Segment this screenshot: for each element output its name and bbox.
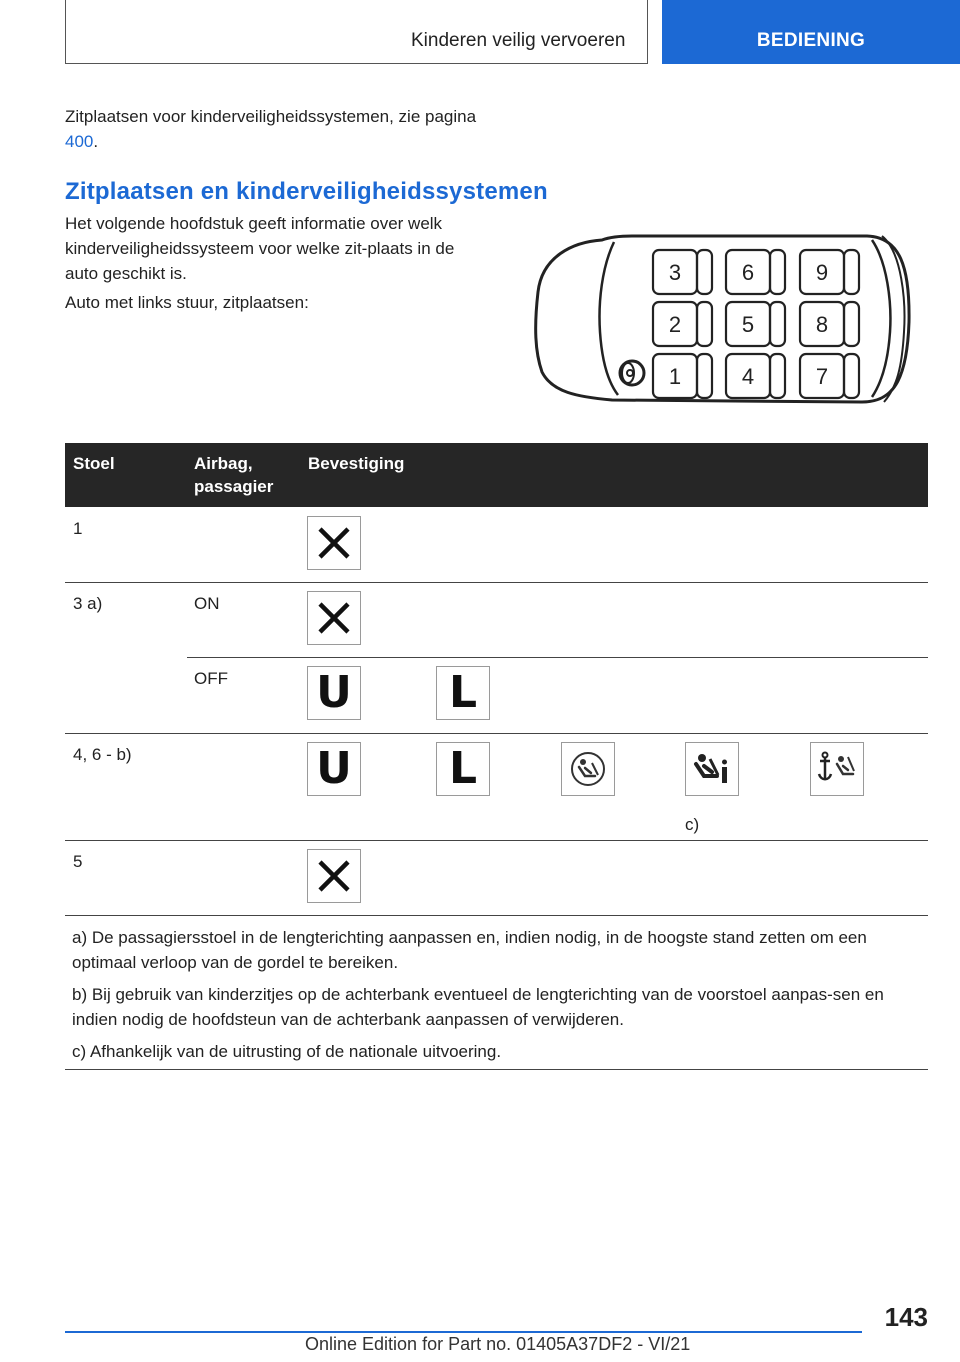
seat-number: 6	[741, 260, 755, 285]
header-airbag: Airbag, passagier	[194, 454, 274, 496]
header-fixation: Bevestiging	[308, 454, 405, 473]
not-suitable-icon	[307, 849, 361, 903]
chapter-tab[interactable]	[662, 0, 960, 64]
seat-number: 4	[741, 364, 755, 389]
section-title: Kinderen veilig vervoeren	[411, 30, 626, 51]
header-seat: Stoel	[73, 454, 115, 473]
not-suitable-icon	[307, 516, 361, 570]
table-footnotes	[72, 925, 927, 1071]
isofix-glyph: L	[448, 667, 478, 718]
row-divider	[65, 733, 928, 734]
universal-icon	[307, 742, 361, 796]
row-divider	[65, 915, 928, 916]
seat-number: 2	[668, 312, 682, 337]
i-size-booster-icon	[685, 742, 739, 796]
seat-cell: 4, 6 - b)	[73, 745, 132, 764]
footnote-b: b) Bij gebruik van kinderzitjes op de achterbank eventueel de lengterichting van de voorstoel aanpas-sen en indien nodig de hoofdsteun van de achterbank aanpassen of verwijderen.	[72, 985, 884, 1029]
row-divider	[187, 657, 928, 658]
seat-cell: 1	[73, 519, 83, 538]
table-header	[65, 443, 928, 507]
airbag-cell: OFF	[194, 669, 228, 688]
seating-label: Auto met links stuur, zitplaatsen:	[65, 293, 309, 312]
chapter-label: BEDIENING	[756, 30, 866, 51]
seat-number: 1	[668, 364, 682, 389]
isofix-icon	[436, 666, 490, 720]
row-divider	[65, 582, 928, 583]
footnote-ref: c)	[685, 815, 700, 834]
row-divider	[65, 840, 928, 841]
section-heading: Zitplaatsen en kinderveiligheidssystemen	[65, 178, 548, 205]
not-suitable-icon	[307, 591, 361, 645]
isofix-icon	[436, 742, 490, 796]
steering-wheel-icon	[620, 361, 644, 385]
seat-number: 9	[815, 260, 829, 285]
footer-edition: Online Edition for Part no. 01405A37DF2 - VI/21	[305, 1334, 691, 1354]
intro-prefix: Zitplaatsen voor kinderveiligheidssystemen, zie pagina	[65, 107, 477, 126]
seat-number: 3	[668, 260, 682, 285]
universal-glyph: U	[316, 667, 352, 718]
intro-suffix: .	[93, 132, 99, 151]
seat-cell: 3 a)	[73, 594, 103, 613]
description-paragraph: Het volgende hoofdstuk geeft informatie over welk kinderveiligheidssysteem voor welke zit-plaats in de auto geschikt is.	[65, 214, 455, 283]
seat-number: 8	[815, 312, 829, 337]
seat-cell: 5	[73, 852, 83, 871]
footnote-c: c) Afhankelijk van de uitrusting of de nationale uitvoering.	[72, 1042, 502, 1061]
universal-glyph: U	[316, 743, 352, 794]
footnote-a: a) De passagiersstoel in de lengterichting aanpassen en, indien nodig, in de hoogste stand zetten om een optimaal verloop van de gordel te bereiken.	[72, 928, 867, 972]
airbag-cell: ON	[194, 594, 220, 613]
footer-rule	[65, 1331, 862, 1333]
seat-number: 7	[815, 364, 829, 389]
isofix-top-tether-icon	[810, 742, 864, 796]
page-number: 143	[884, 1302, 928, 1332]
isofix-glyph: L	[448, 743, 478, 794]
universal-icon	[307, 666, 361, 720]
i-size-icon	[561, 742, 615, 796]
page-link[interactable]: 400	[65, 132, 94, 151]
seat-number: 5	[741, 312, 755, 337]
intro-text	[65, 104, 485, 154]
seating-diagram	[532, 232, 912, 407]
